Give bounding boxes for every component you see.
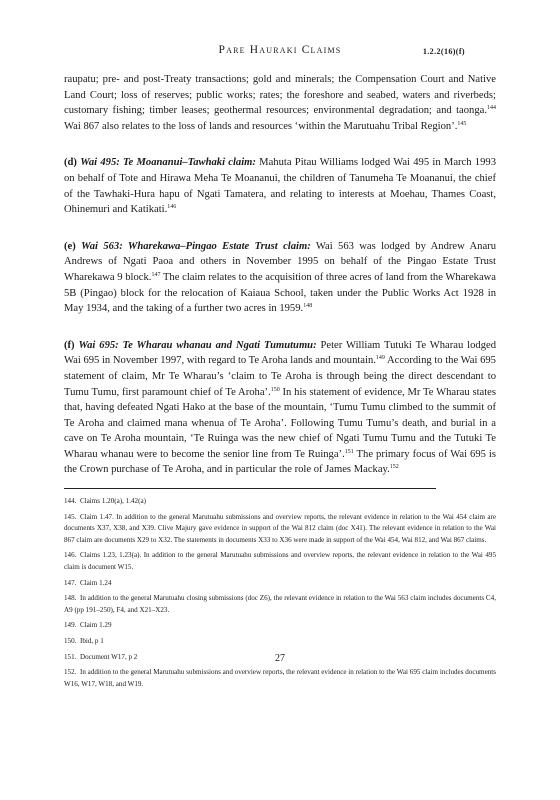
footnote-ref[interactable]: 151 — [344, 448, 354, 455]
claim-heading: (f) Wai 695: Te Wharau whanau and Ngati Tumutumu: — [64, 339, 317, 351]
footnotes — [64, 496, 496, 694]
footnote-ref[interactable]: 148 — [303, 303, 313, 310]
footnote: 149. Claim 1.29 — [64, 621, 112, 630]
footnote-ref[interactable]: 145 — [457, 120, 467, 127]
claim-paragraph-wai-695: (f) Wai 695: Te Wharau whanau and Ngati Tumutumu: Peter William Tutuki Te Wharau lodged Wai 695 in November 1997, with regard to Te Aroha lands and mountain.$^{149}$ According to the Wai 695 statement of claim, Mr Te Wharau’s ‘claim to Te Aroha is through being the direct descendant to Tumu Tumu, first paramount chief of Te Aroha’.$^{150}$ In his statement of evidence, Mr Te Wharau states that, having defeated Ngati Hako at the base of the mountain, ‘Tumu Tumu climbed to the summit of Te Aroha and claimed mana whenua of Te Aroha’. Following Tumu Tumu’s death, and burial in a cave on Te Aroha mountain, ‘Te Ruinga was the new chief of Ngati Tumu Tumu and the Tutuki Te Wharau whanau were to become the senior line from Te Ruinga’.$^{151}$ The primary focus of Wai 695 is the Crown purchase of Te Aroha, and in particular the role of James Mackay.$^{152}$ — [64, 339, 496, 476]
claim-heading: (d) Wai 495: Te Moananui–Tawhaki claim: — [64, 157, 256, 169]
footnote-divider — [64, 488, 436, 489]
claim-paragraph-wai-495: (d) Wai 495: Te Moananui–Tawhaki claim: Mahuta Pitau Williams lodged Wai 495 in March 1993 on behalf of Tote and Hirawa Meha Te Moananui, the children of Tanumeha Te Moananui, the chief of the Tawhaki-Hura hapu of Ngati Tamatera, and relating to interests at Moehau, Thames Coast, Ohinemuri and Katikati.$^{146}$ — [64, 157, 496, 216]
footnote-ref[interactable]: 150 — [270, 386, 280, 393]
footnote: 152. In addition to the general Marutuahu submissions and overview reports, the relevant evidence in relation to the Wai 695 claim includes documents W16, W17, W18, and W19. — [64, 668, 496, 688]
footnote: 148. In addition to the general Marutuahu closing submissions (doc Z6), the relevant evidence in relation to the Wai 563 claim includes documents C4, A9 (pp 191–250), F4, and X21–X23. — [64, 594, 496, 614]
footnote-ref[interactable]: 146 — [167, 204, 177, 211]
claim-heading: (e) Wai 563: Wharekawa–Pingao Estate Trust claim: — [64, 240, 311, 252]
intro-paragraph: raupatu; pre- and post-Treaty transactions; gold and minerals; the Compensation Court and Native Land Court; loss of reserves; public works; rates; the foreshore and seabed, waters and riverbeds; customary fishing; timber leases; geothermal resources; environmental degradation; and taonga.$^{144}$ Wai 867 also relates to the loss of lands and resources ‘within the Marutuahu Tribal Region’.$^{145}$ — [64, 74, 496, 132]
footnote: 147. Claim 1.24 — [64, 578, 112, 587]
footnote: 151. Document W17, p 2 — [64, 652, 138, 661]
footnote: 145. Claim 1.47. In addition to the general Marutuahu submissions and overview reports, the relevant evidence in relation to the Wai 454 claim are documents X37, X38, and X39. Clive Majury gave evidence in support of the Wai 812 claim (doc X41). The relevant evidence in relation to the Wai 867 claim are documents X29 to X32. The statements in documents X33 to X36 were made in support of the Wai 454, Wai 812, and Wai 867 claims. — [64, 512, 496, 544]
section-number: 1.2.2(16)(f) — [422, 47, 465, 56]
footnote-ref[interactable]: 147 — [151, 271, 161, 278]
page-number: 27 — [275, 653, 285, 664]
footnote: 150. Ibid, p 1 — [64, 636, 104, 645]
claim-paragraph-wai-563: (e) Wai 563: Wharekawa–Pingao Estate Trust claim: Wai 563 was lodged by Andrew Anaru Andrews of Ngati Paoa and others in November 1995 on behalf of the Pingao Estate Trust Wharekawa 9 block.$^{147}$ The claim relates to the acquisition of three acres of land from the Wharekawa 5B (Pingao) block for the relocation of Kaiaua School, taken under the Public Works Act 1928 in May 1934, and the taking of a further two acres in 1959.$^{148}$ — [64, 240, 496, 315]
footnote: 144. Claims 1.20(a), 1.42(a) — [64, 497, 146, 505]
footnote-ref[interactable]: 149 — [375, 355, 385, 362]
body-text — [64, 72, 496, 494]
footnote-ref[interactable]: 152 — [389, 464, 399, 471]
footnote-ref[interactable]: 144 — [487, 105, 496, 112]
running-title: Pare Hauraki Claims — [218, 44, 342, 56]
footnote: 146. Claims 1.23, 1.23(a). In addition to the general Marutuahu submissions and overview reports, the relevant evidence in relation to the Wai 495 claim is document W15. — [64, 551, 496, 571]
